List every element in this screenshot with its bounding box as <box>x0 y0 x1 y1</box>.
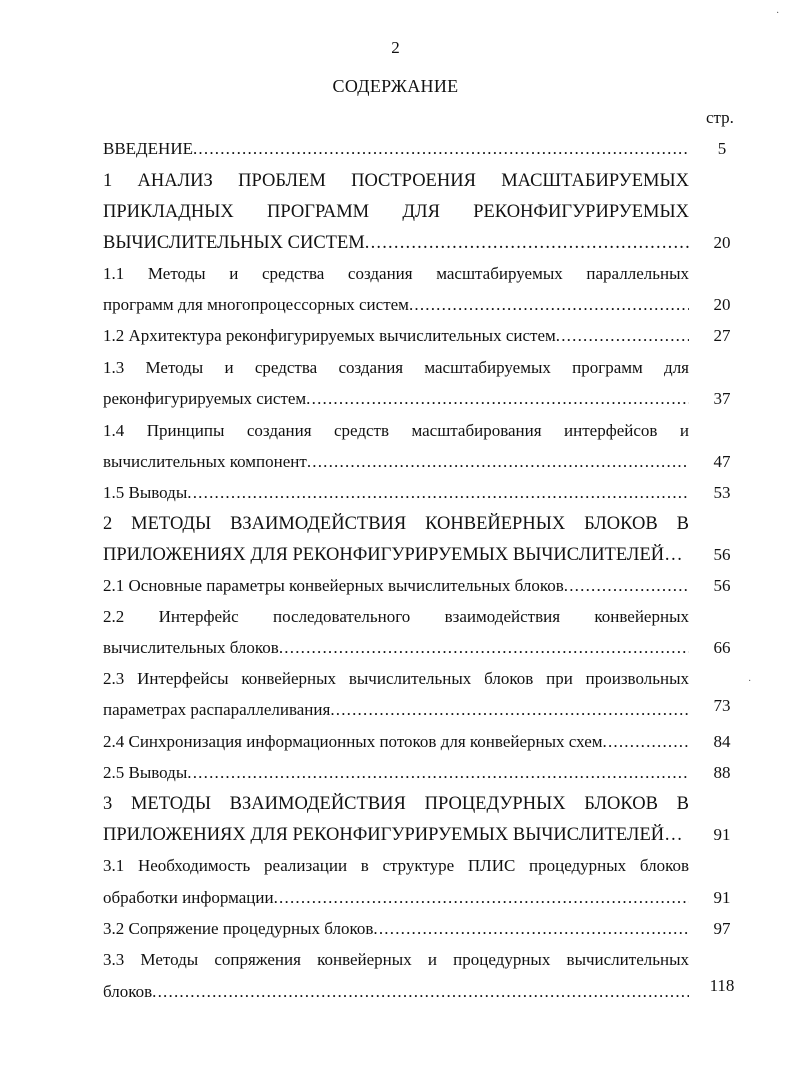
toc-entry-page: 5 <box>717 139 727 158</box>
toc-entry-text: ПРИЛОЖЕНИЯХ ДЛЯ РЕКОНФИГУРИРУЕМЫХ ВЫЧИСЛИТЕЛЕЙ… <box>103 825 683 845</box>
toc-entry-page: 56 <box>713 576 731 595</box>
toc-entry-page: 20 <box>713 233 731 252</box>
toc-entry-text: 1.3 Методы и средства создания масштабируемых программ для <box>103 358 689 377</box>
scan-mark: · <box>776 8 780 19</box>
toc-entry-page: 97 <box>713 919 731 938</box>
toc-entry-page: 118 <box>709 976 735 995</box>
toc-entry-page: 53 <box>713 483 731 502</box>
toc-entry-text: 1 АНАЛИЗ ПРОБЛЕМ ПОСТРОЕНИЯ МАСШТАБИРУЕМЫХ <box>103 171 689 191</box>
toc-title: СОДЕРЖАНИЕ <box>332 76 459 96</box>
toc-entry-page: 91 <box>713 825 731 844</box>
toc-entry-text: 3 МЕТОДЫ ВЗАИМОДЕЙСТВИЯ ПРОЦЕДУРНЫХ БЛОКОВ В <box>103 794 689 814</box>
toc-entry-text: 2.5 Выводы <box>103 763 188 782</box>
toc-entry-text: реконфигурируемых систем <box>103 389 307 408</box>
toc-entry-page: 56 <box>713 545 731 564</box>
toc-entry-text: 2 МЕТОДЫ ВЗАИМОДЕЙСТВИЯ КОНВЕЙЕРНЫХ БЛОКОВ В <box>103 514 689 534</box>
toc-entry-text: 1.5 Выводы <box>103 483 188 502</box>
toc-entry-page: 37 <box>713 389 731 408</box>
toc-entry-page: 73 <box>713 696 731 715</box>
toc-entry-page: 88 <box>713 763 731 782</box>
toc-entry-text: 2.4 Синхронизация информационных потоков для конвейерных схем <box>103 732 603 751</box>
page-number: 2 <box>391 38 400 57</box>
toc-entry-page: 47 <box>713 452 731 471</box>
toc-entry-text: 3.3 Методы сопряжения конвейерных и процедурных вычислительных <box>103 950 689 969</box>
toc-entry-text: ВЫЧИСЛИТЕЛЬНЫХ СИСТЕМ <box>103 233 365 253</box>
toc-entry-text: 2.1 Основные параметры конвейерных вычислительных блоков <box>103 576 564 595</box>
toc-entry-text: 1.4 Принципы создания средств масштабирования интерфейсов и <box>103 421 689 440</box>
toc-entry-page: 91 <box>713 888 731 907</box>
toc-entry-text: ПРИКЛАДНЫХ ПРОГРАММ ДЛЯ РЕКОНФИГУРИРУЕМЫХ <box>103 202 689 222</box>
toc-entry-page: 84 <box>713 732 731 751</box>
toc-entry-text: вычислительных компонент <box>103 452 307 471</box>
toc-entry-text: 3.1 Необходимость реализации в структуре ПЛИС процедурных блоков <box>103 856 689 875</box>
toc-entry-text: обработки информации <box>103 888 274 907</box>
toc-entry-page: 27 <box>713 326 731 345</box>
toc-entry-text: программ для многопроцессорных систем <box>103 295 409 314</box>
page-column-label: стр. <box>706 108 734 127</box>
toc-entry-page: 66 <box>713 638 731 657</box>
toc-entry-text: 2.3 Интерфейсы конвейерных вычислительных блоков при произвольных <box>103 669 689 688</box>
toc-entry-text: 1.1 Методы и средства создания масштабируемых параллельных <box>103 264 689 283</box>
toc-entry-text: вычислительных блоков <box>103 638 279 657</box>
toc-entry-text: параметрах распараллеливания <box>103 700 331 719</box>
scan-mark: · <box>748 676 752 687</box>
toc-entry-page: 20 <box>713 295 731 314</box>
toc-entry-text: блоков <box>103 982 153 1001</box>
toc-entry-text: ПРИЛОЖЕНИЯХ ДЛЯ РЕКОНФИГУРИРУЕМЫХ ВЫЧИСЛИТЕЛЕЙ… <box>103 545 683 565</box>
toc-entry-text: 2.2 Интерфейс последовательного взаимодействия конвейерных <box>103 607 689 626</box>
toc-entry-text: 3.2 Сопряжение процедурных блоков <box>103 919 374 938</box>
toc-entry-text: ВВЕДЕНИЕ <box>103 139 193 158</box>
toc-entry-text: 1.2 Архитектура реконфигурируемых вычислительных систем <box>103 326 556 345</box>
